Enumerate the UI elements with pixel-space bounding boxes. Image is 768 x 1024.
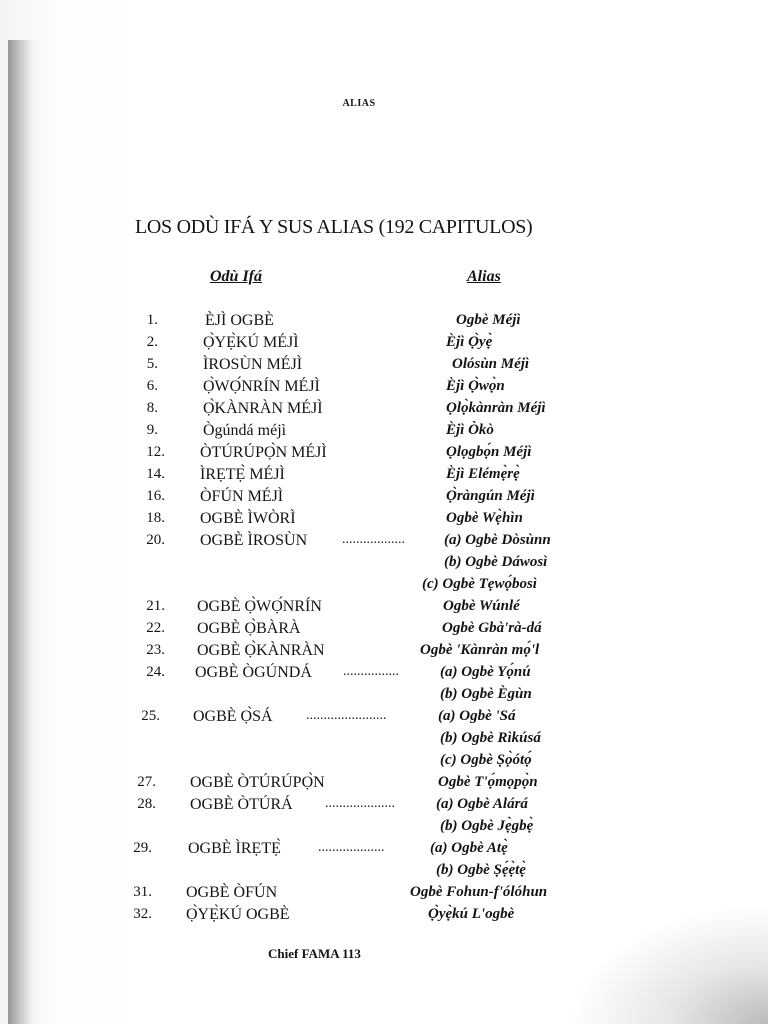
list-item bbox=[0, 906, 768, 928]
list-item bbox=[0, 488, 768, 510]
odu-name: OGBÈ Ọ̀KÀNRÀN bbox=[197, 642, 325, 659]
odu-alias: Ogbè 'Kànràn mọ́'l bbox=[420, 642, 540, 658]
odu-name: ÌRẸTẸ̀ MÉJÌ bbox=[200, 466, 285, 483]
odu-alias: Ogbè Wẹ̀hìn bbox=[446, 510, 523, 526]
odu-name: OGBÈ ÒGÚNDÁ bbox=[195, 664, 312, 681]
list-item bbox=[0, 334, 768, 356]
odu-alias: (b) Ogbè Rìkúsá bbox=[440, 730, 541, 746]
list-item bbox=[0, 686, 768, 708]
page-footer: Chief FAMA 113 bbox=[268, 946, 361, 961]
list-item bbox=[0, 312, 768, 334]
item-number: 8. bbox=[146, 400, 158, 416]
item-number: 25. bbox=[141, 708, 160, 724]
odu-alias: (a) Ogbè Atẹ̀ bbox=[430, 840, 508, 856]
odu-alias: (b) Ogbè Dáwosì bbox=[444, 554, 548, 570]
item-number: 29. bbox=[133, 840, 152, 856]
leader-dots: ....................... bbox=[306, 708, 387, 723]
column-header-alias: Alias bbox=[467, 268, 501, 285]
odu-alias: Èjì Ọ̀wọ̀n bbox=[446, 378, 505, 394]
odu-alias: Ogbè T'ọ́mọpọ̀n bbox=[438, 774, 538, 790]
list-item bbox=[0, 642, 768, 664]
odu-alias: Ọlọ̀kànràn Méjì bbox=[446, 400, 546, 416]
odu-alias: (b) Ogbè Jẹ̀gbẹ̀ bbox=[440, 818, 534, 834]
list-item bbox=[0, 818, 768, 840]
list-item bbox=[0, 598, 768, 620]
odu-name: OGBÈ ÌROSÙN bbox=[200, 532, 308, 549]
odu-name: Ọ̀KÀNRÀN MÉJÌ bbox=[203, 400, 323, 417]
list-item bbox=[0, 730, 768, 752]
odu-name: ÒTÚRÚPỌ̀N MÉJÌ bbox=[200, 444, 327, 461]
odu-alias: Ọ̀yẹ̀kú L'ogbè bbox=[428, 906, 515, 922]
list-item bbox=[0, 400, 768, 422]
list-item bbox=[0, 576, 768, 598]
odu-name: ÌROSÙN MÉJÌ bbox=[203, 356, 303, 373]
item-number: 2. bbox=[146, 334, 158, 350]
odu-name: OGBÈ ÌWÒRÌ bbox=[200, 510, 296, 527]
odu-name: ÒFÚN MÉJÌ bbox=[200, 488, 284, 505]
leader-dots: ................ bbox=[343, 664, 399, 679]
odu-alias: Ogbè Fohun-f'ólóhun bbox=[410, 884, 548, 900]
leader-dots: ................... bbox=[318, 840, 385, 855]
item-number: 23. bbox=[146, 642, 165, 658]
odu-alias: Èjì Elémẹ̀rẹ̀ bbox=[446, 466, 520, 482]
running-head: ALIAS bbox=[342, 98, 376, 109]
odu-name: OGBÈ ÒFÚN bbox=[186, 884, 278, 901]
odu-alias: Olósùn Méjì bbox=[452, 356, 530, 372]
odu-alias: Ọlọgbọ́n Méjì bbox=[446, 444, 532, 460]
item-number: 21. bbox=[146, 598, 165, 614]
list-item bbox=[0, 356, 768, 378]
odu-alias: (b) Ogbè Ègùn bbox=[440, 686, 532, 702]
odu-alias: Ogbè Gbà'rà-dá bbox=[442, 620, 542, 636]
item-number: 27. bbox=[137, 774, 156, 790]
column-header-odu: Odù Ifá bbox=[210, 268, 263, 285]
list-item bbox=[0, 466, 768, 488]
odu-alias: Ọ̀ràngún Méjì bbox=[446, 488, 535, 504]
list-item bbox=[0, 796, 768, 818]
item-number: 18. bbox=[146, 510, 165, 526]
list-item bbox=[0, 708, 768, 730]
item-number: 14. bbox=[146, 466, 165, 482]
odu-name: OGBÈ Ọ̀BÀRÀ bbox=[197, 620, 301, 637]
leader-dots: .................... bbox=[325, 796, 395, 811]
odu-name: OGBÈ ÌRẸTẸ̀ bbox=[188, 840, 281, 857]
list-item bbox=[0, 840, 768, 862]
list-item bbox=[0, 884, 768, 906]
list-item bbox=[0, 444, 768, 466]
odu-name: ÈJÌ OGBÈ bbox=[205, 312, 274, 329]
odu-alias: Ogbè Wúnlé bbox=[443, 598, 520, 614]
item-number: 9. bbox=[146, 422, 158, 438]
odu-alias: (a) Ogbè Alárá bbox=[436, 796, 528, 812]
list-item bbox=[0, 532, 768, 554]
odu-name: Ògúndá méjì bbox=[203, 422, 287, 439]
page-title: LOS ODÙ IFÁ Y SUS ALIAS (192 CAPITULOS) bbox=[135, 216, 533, 238]
item-number: 20. bbox=[146, 532, 165, 548]
item-number: 22. bbox=[146, 620, 165, 636]
item-number: 28. bbox=[137, 796, 156, 812]
list-item bbox=[0, 510, 768, 532]
item-number: 24. bbox=[146, 664, 165, 680]
item-number: 5. bbox=[146, 356, 158, 372]
list-item bbox=[0, 664, 768, 686]
odu-alias: (b) Ogbè Ṣẹ́ẹ̀tẹ̀ bbox=[436, 862, 526, 878]
list-item bbox=[0, 422, 768, 444]
odu-alias: Èjì Ọ̀yẹ̀ bbox=[446, 334, 493, 350]
item-number: 16. bbox=[146, 488, 165, 504]
odu-name: OGBÈ ÒTÚRÁ bbox=[190, 796, 293, 813]
odu-alias: (a) Ogbè Yọ́nú bbox=[440, 664, 531, 680]
item-number: 6. bbox=[146, 378, 158, 394]
odu-name: OGBÈ Ọ̀SÁ bbox=[193, 708, 273, 725]
odu-alias: (c) Ogbè Ṣọ̀ótọ́ bbox=[440, 752, 532, 768]
item-number: 32. bbox=[133, 906, 152, 922]
item-number: 12. bbox=[146, 444, 165, 460]
leader-dots: .................. bbox=[342, 532, 405, 547]
list-item bbox=[0, 752, 768, 774]
odu-alias: (a) Ogbè 'Sá bbox=[438, 708, 516, 724]
list-item bbox=[0, 554, 768, 576]
item-number: 1. bbox=[146, 312, 158, 328]
list-item bbox=[0, 378, 768, 400]
odu-alias: Ogbè Méjì bbox=[456, 312, 521, 328]
item-number: 31. bbox=[133, 884, 152, 900]
odu-alias: Èjì Òkò bbox=[446, 422, 494, 438]
list-item bbox=[0, 862, 768, 884]
odu-name: OGBÈ ÒTÚRÚPỌ̀N bbox=[190, 774, 325, 791]
odu-alias: (c) Ogbè Tẹwọ́bosì bbox=[422, 576, 537, 592]
odu-alias: (a) Ogbè Dòsùnn bbox=[444, 532, 551, 548]
odu-name: OGBÈ Ọ̀WỌ́NRÍN bbox=[197, 598, 322, 615]
list-item bbox=[0, 620, 768, 642]
odu-name: Ọ̀YẸ̀KÚ OGBÈ bbox=[186, 906, 290, 923]
list-item bbox=[0, 774, 768, 796]
odu-name: Ọ̀YẸ̀KÚ MÉJÌ bbox=[203, 334, 299, 351]
odu-name: Ọ̀WỌ́NRÍN MÉJÌ bbox=[203, 378, 320, 395]
